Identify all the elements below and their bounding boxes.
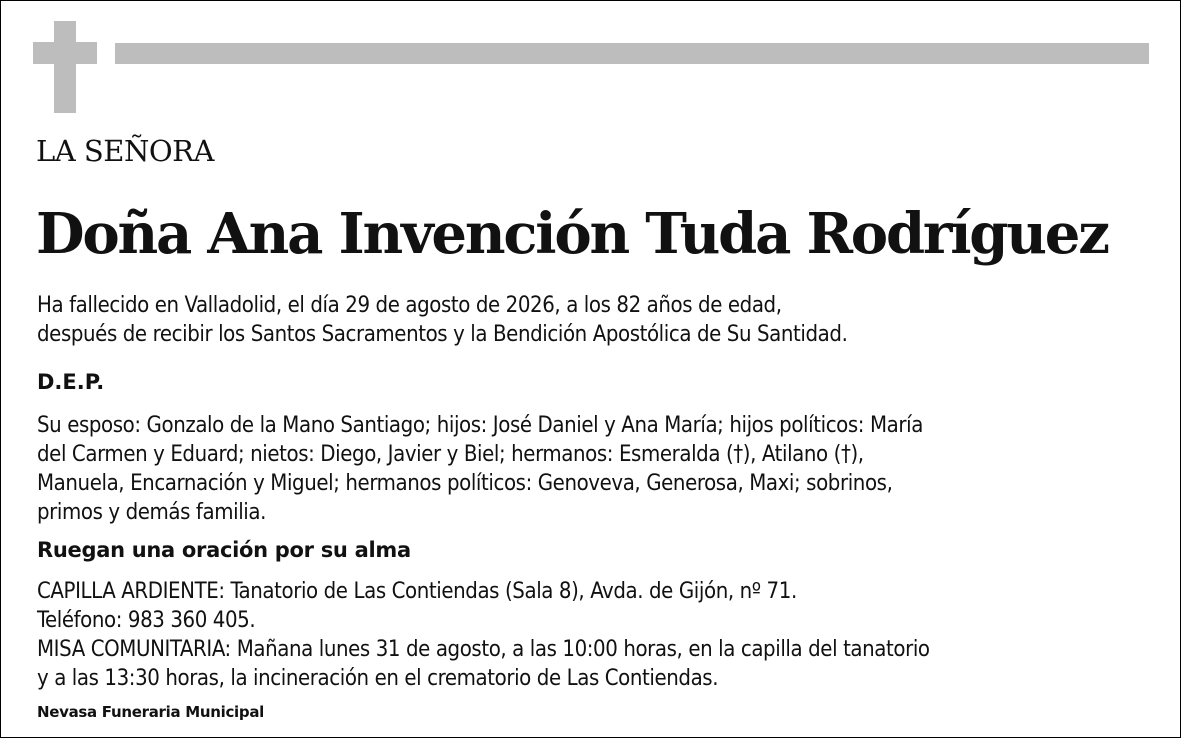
death-line: después de recibir los Santos Sacramentos y la Bendición Apostólica de Su Santidad.: [37, 322, 848, 347]
family-line: del Carmen y Eduard; nietos: Diego, Javier y Biel; hermanos: Esmeralda (†), Atilano (†),: [37, 442, 864, 467]
death-line: Ha fallecido en Valladolid, el día 29 de agosto de 2026, a los 82 años de edad,: [37, 293, 782, 318]
service-details: [37, 577, 930, 693]
prayer-request: Ruegan una oración por su alma: [37, 538, 411, 562]
service-line: Teléfono: 983 360 405.: [37, 608, 256, 633]
death-announcement: [37, 291, 847, 349]
funeral-home-signature: Nevasa Funeraria Municipal: [37, 703, 264, 721]
service-line: CAPILLA ARDIENTE: Tanatorio de Las Contiendas (Sala 8), Avda. de Gijón, nº 71.: [37, 579, 797, 604]
family-line: primos y demás familia.: [37, 500, 267, 525]
header-rule: [115, 43, 1149, 64]
latin-cross-icon: [33, 21, 97, 113]
deceased-name: Doña Ana Invención Tuda Rodríguez: [36, 201, 1108, 267]
family-list: [37, 411, 923, 527]
family-line: Su esposo: Gonzalo de la Mano Santiago; hijos: José Daniel y Ana María; hijos políticos: María: [37, 413, 923, 438]
dep-label: D.E.P.: [37, 370, 105, 394]
honorific: LA SEÑORA: [36, 134, 214, 168]
family-line: Manuela, Encarnación y Miguel; hermanos políticos: Genoveva, Generosa, Maxi; sobrinos,: [37, 471, 893, 496]
service-line: MISA COMUNITARIA: Mañana lunes 31 de agosto, a las 10:00 horas, en la capilla del tanatorio: [37, 637, 930, 662]
service-line: y a las 13:30 horas, la incineración en el crematorio de Las Contiendas.: [37, 666, 719, 691]
